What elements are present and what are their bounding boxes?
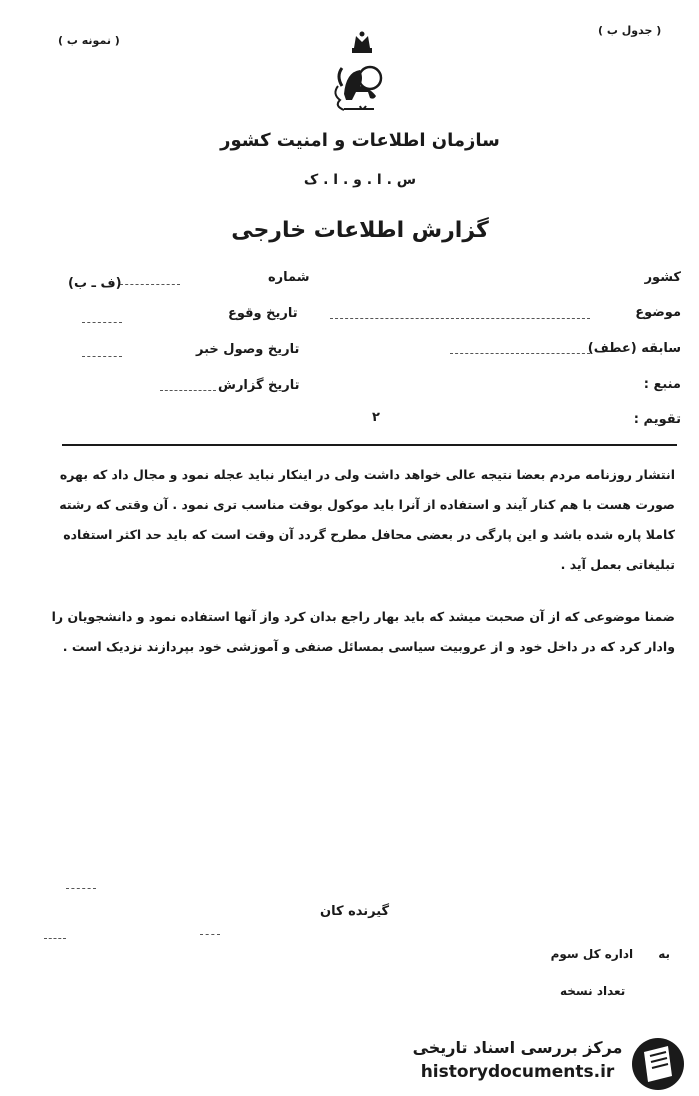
field-report-date-label: تاریخ گزارش — [218, 378, 300, 393]
recipient-value: اداره کل سوم — [550, 947, 634, 961]
report-title: گزارش اطلاعات خارجی — [231, 218, 489, 243]
field-assessment-label: تقویم : — [633, 412, 681, 427]
recipient-line — [360, 947, 670, 961]
field-subject-label: موضوع — [635, 305, 681, 320]
lion-and-sun-emblem-icon — [330, 28, 394, 118]
header-separator — [62, 444, 677, 446]
news-date-fill-line — [82, 356, 122, 357]
corner-label-left: ( نمونه ب ) — [58, 34, 120, 47]
organization-code: س . ا . و . ا . ک — [303, 172, 417, 188]
copies-label: تعداد نسخه — [560, 984, 626, 998]
field-source-label: منبع : — [643, 377, 681, 392]
precedent-fill-line — [450, 353, 590, 354]
field-news-date-label: تاریخ وصول خبر — [196, 342, 300, 357]
field-assessment-value: ۲ — [372, 410, 380, 425]
report-paragraph-1: انتشار روزنامه مردم بعضا نتیجه عالی خواهد داشت ولی در اینکار نباید عجله نمود و مجال داد که بهره صورت هست با هم کنار آیند و استفاده از آنرا باید موکول بوقت مناسب تری نمود . آن وقتی که رشته کاملا پاره شده باشد و این پارگی در بعضی محافل مطرح گردد آن وقت است که باید حد اکثر استفاده تبلیغاتی بعمل آید . — [59, 467, 675, 572]
field-event-date-label: تاریخ وقوع — [228, 306, 298, 321]
event-date-fill-line — [82, 322, 122, 323]
lower-fill-line-3 — [200, 934, 220, 935]
watermark-title: مرکز بررسی اسناد تاریخی — [412, 1038, 623, 1057]
report-paragraph-2: ضمنا موضوعی که از آن صحبت میشد که باید بهار راجع بدان کرد واز آنها استفاده نمود و دانشجویان را وادار کرد که در داخل خود و از عروبیت سیاسی بمسائل صنفی و آموزشی خود بپردازند نزدیک است . — [51, 609, 675, 654]
subject-fill-line — [330, 318, 590, 319]
archive-logo-icon — [628, 1036, 688, 1092]
lower-fill-line-1 — [66, 888, 96, 889]
organization-title: سازمان اطلاعات و امنیت کشور — [220, 130, 500, 151]
field-country-label: کشور — [644, 270, 681, 285]
field-number-tag: (ف ـ ب) — [68, 276, 122, 291]
report-date-fill-line — [160, 390, 216, 391]
recipient-prefix: به — [658, 947, 670, 961]
watermark-url: historydocuments.ir — [420, 1062, 615, 1082]
signer-heading: گیرنده کان — [320, 904, 390, 919]
field-precedent-label: سابقه (عطف) — [587, 341, 681, 356]
corner-label-right: ( جدول ب ) — [598, 24, 662, 37]
number-fill-line — [120, 284, 180, 285]
field-number-label: شماره — [268, 270, 310, 285]
lower-fill-line-2 — [44, 938, 66, 939]
